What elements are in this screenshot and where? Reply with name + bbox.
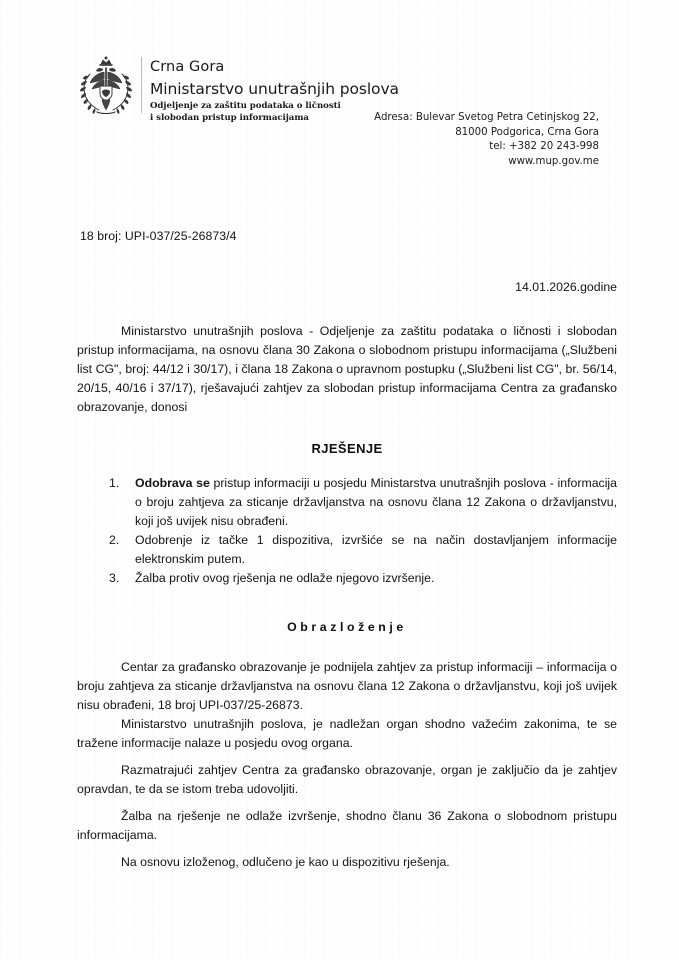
spacer [77, 600, 617, 612]
decision-heading: RJEŠENJE [311, 441, 383, 456]
decision-item-3-text: Žalba protiv ovog rješenja ne odlaže njegovo izvršenje. [135, 571, 435, 585]
decision-list-item [95, 531, 617, 569]
decision-list-item [95, 569, 617, 588]
spacer [77, 799, 617, 807]
reference-number: 18 broj: UPI-037/25-26873/4 [80, 229, 237, 243]
decision-item-1-text: pristup informaciji u posjedu Ministarstva unutrašnjih poslova - informacija o broju zahtjeva za sticanje državljanstva na osnovu člana 12 Zakona o državljanstvu, koji još uvijek nisu obrađeni. [135, 476, 618, 528]
decision-item-2-text: Odobrenje iz tačke 1 dispozitiva, izvršiće se na način dostavljanjem informacije elektronskim putem. [135, 533, 617, 566]
letterhead-text [150, 58, 410, 124]
spacer [77, 753, 617, 761]
explanation-paragraph-1: Centar za građansko obrazovanje je podnijela zahtjev za pristup informaciji – informacija o broju zahtjeva za sticanje državljanstva na osnovu člana 12 Zakona o državljanstvu, koji još uvijek nisu obrađeni, 18 broj UPI-037/25-26873. [77, 660, 617, 712]
explanation-paragraph-2: Ministarstvo unutrašnjih poslova, je nadležan organ shodno važećim zakonima, te se tražene informacije nalaze u posjedu ovog organa. [77, 717, 617, 750]
decision-list [77, 474, 617, 588]
decision-item-1-lead: Odobrava se [135, 476, 210, 490]
spacer [77, 612, 617, 620]
address-phone: tel: +382 20 243-998 [489, 141, 599, 153]
montenegro-coat-of-arms-icon [77, 54, 135, 118]
department-name [150, 101, 410, 124]
letterhead [0, 0, 679, 185]
department-line-2: i slobodan pristup informacijama [150, 112, 309, 123]
explanation-heading: Obrazloženje [287, 620, 407, 634]
spacer [77, 429, 617, 441]
preamble-paragraph: Ministarstvo unutrašnjih poslova - Odjeljenje za zaštitu podataka o ličnosti i slobodan pristup informacijama, na osnovu člana 30 Zakona o slobodnom pristupu informacijama („Službeni list CG", broj: 44/12 i 30/17), i člana 18 Zakona o upravnom postupku („Službeni list CG", br. 56/14, 20/15, 40/16 i 37/17), rješavajući zahtjev za slobodan pristup informacijama Centra za građansko obrazovanje, donosi [77, 324, 617, 414]
document-date: 14.01.2026.godine [515, 280, 617, 294]
spacer [77, 417, 617, 429]
address-website: www.mup.gov.me [508, 155, 599, 167]
ministry-name: Ministarstvo unutrašnjih poslova [150, 80, 399, 98]
spacer [77, 646, 617, 658]
decision-list-item [95, 474, 617, 531]
explanation-paragraph-5: Na osnovu izloženog, odlučeno je kao u dispozitivu rješenja. [121, 855, 450, 869]
address-city: 81000 Podgorica, Crna Gora [455, 126, 599, 138]
department-line-1: Odjeljenje za zaštitu podataka o ličnosti [150, 101, 341, 111]
spacer [77, 456, 617, 468]
spacer [77, 634, 617, 646]
country-name: Crna Gora [150, 59, 225, 75]
document-body [77, 322, 617, 872]
spacer [77, 588, 617, 600]
explanation-paragraph-4: Žalba na rješenje ne odlaže izvršenje, shodno članu 36 Zakona o slobodnom pristupu informacijama. [77, 809, 617, 842]
letterhead-divider [141, 57, 142, 113]
explanation-paragraph-3: Razmatrajući zahtjev Centra za građansko obrazovanje, organ je zaključio da je zahtjev opravdan, te da se istom treba udovoljiti. [77, 763, 617, 796]
spacer [77, 845, 617, 853]
address-block [374, 111, 599, 169]
address-street: Adresa: Bulevar Svetog Petra Cetinjskog 22, [374, 112, 599, 123]
